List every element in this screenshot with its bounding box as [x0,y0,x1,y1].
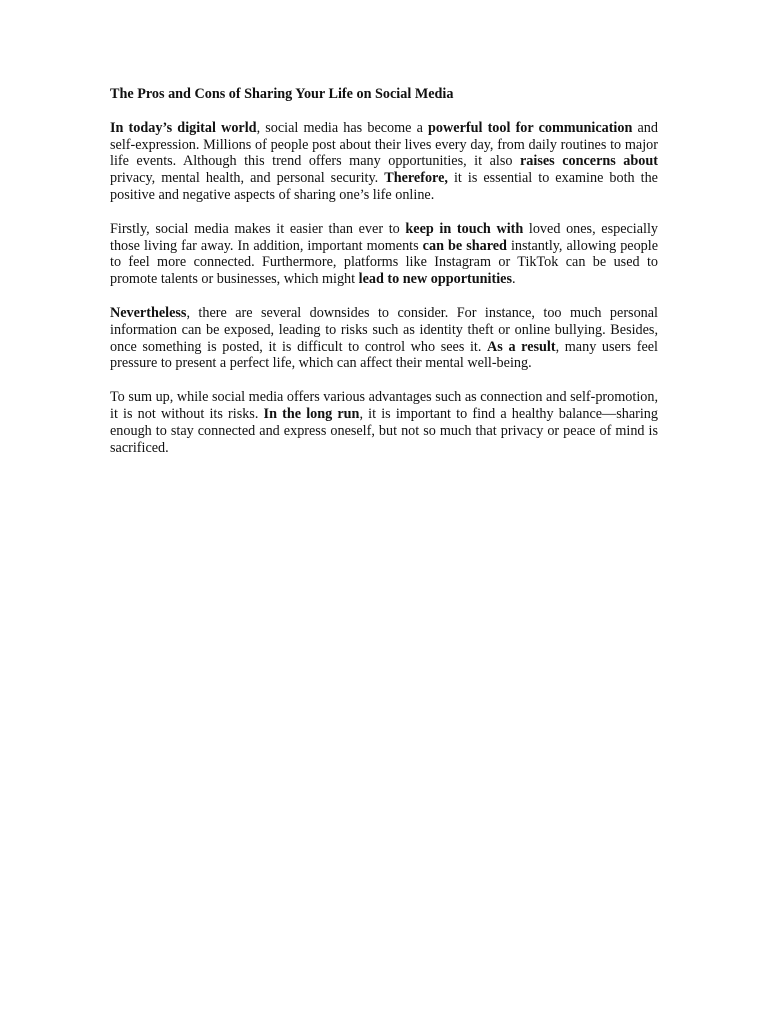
bold-phrase: In the long run [263,405,360,422]
document-title: The Pros and Cons of Sharing Your Life on Social Media [110,86,454,102]
bold-phrase: lead to new opportunities [358,271,512,288]
text-segment: Firstly, social media makes it easier than ever to [110,220,406,237]
text-segment: , social media has become a [256,119,429,136]
text-segment: it is essential to examine both the positive and negative aspects of sharing one’s life online. [110,170,658,203]
bold-phrase: As a result [487,338,556,355]
text-segment: , it is important to find a healthy balance—sharing enough to stay connected and express oneself, but not so much that privacy or peace of mind is sacrificed. [110,405,658,456]
bold-phrase: In today’s digital world [110,119,257,136]
text-segment: privacy, mental health, and personal security. [110,170,385,187]
bold-phrase: can be shared [422,237,507,254]
text-segment: and self-expression. Millions of people post about their lives every day, from daily routines to major life events. Although this trend offers many opportunities, it also [110,119,658,170]
bold-phrase: Nevertheless [110,304,187,321]
bold-phrase: Therefore, [384,170,448,187]
bold-phrase: raises concerns about [519,153,658,170]
paragraph-pros [110,221,658,288]
paragraph-cons [110,305,658,372]
text-segment: loved ones, especially those living far away. In addition, important moments [110,220,658,254]
text-segment: instantly, allowing people to feel more connected. Furthermore, platforms like Instagram or TikTok can be used to promote talents or businesses, which might [110,237,659,288]
document-body [110,86,658,473]
paragraph-conclusion [110,389,658,456]
text-segment: . [511,271,516,288]
bold-phrase: powerful tool for communication [428,119,633,136]
bold-phrase: keep in touch with [405,220,524,237]
text-segment: , many users feel pressure to present a perfect life, which can affect their mental well-being. [110,338,658,372]
text-segment: , there are several downsides to consider. For instance, too much personal information can be exposed, leading to risks such as identity theft or online bullying. Besides, once something is posted, it is difficult to control who sees it. [110,304,658,355]
paragraph-intro [110,120,658,204]
text-segment: To sum up, while social media offers various advantages such as connection and self-promotion, it is not without its risks. [110,389,658,422]
